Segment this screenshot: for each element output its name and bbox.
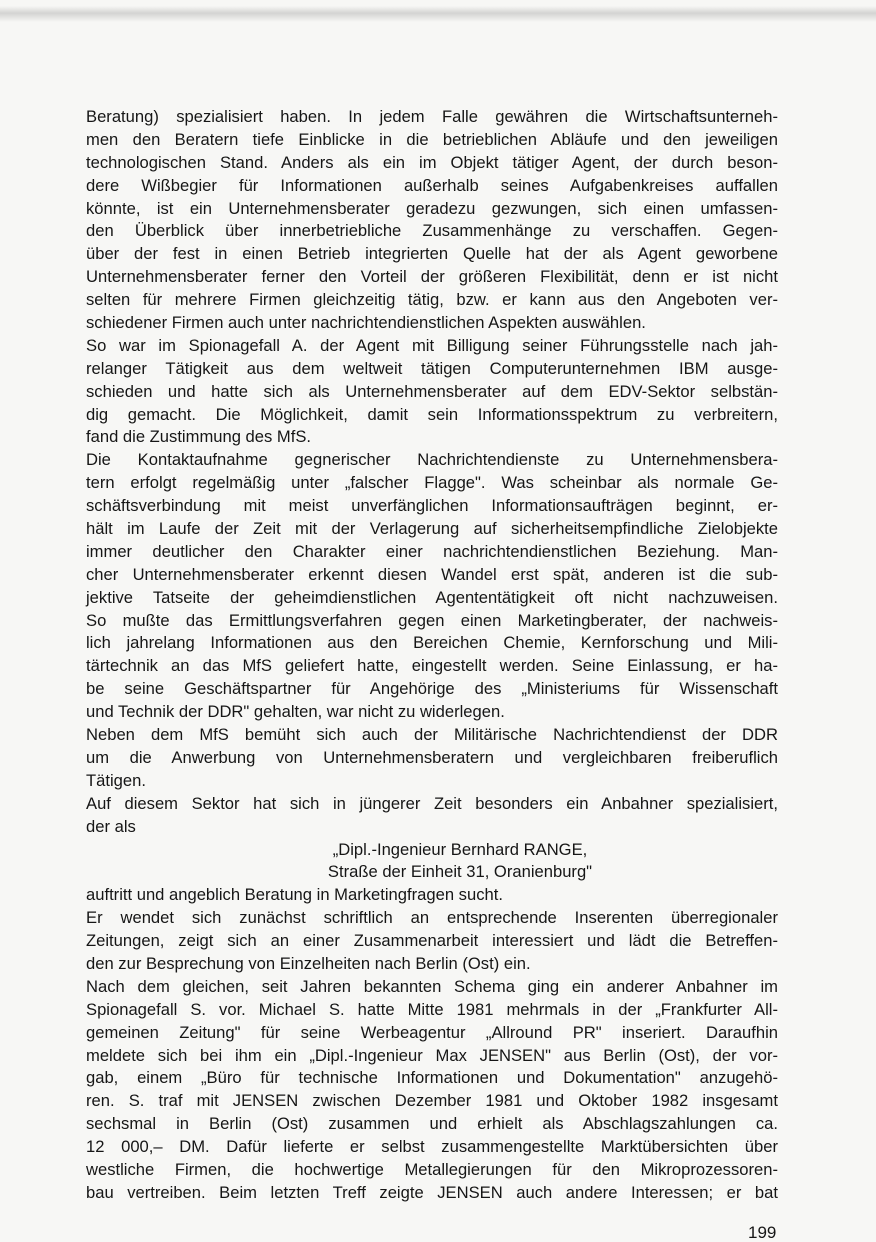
text-line: technologischen Stand. Anders als ein im Objekt tätiger Agent, der durch beson- — [86, 152, 778, 172]
text-line: meldete sich bei ihm ein „Dipl.-Ingenieur Max JENSEN" aus Berlin (Ost), der vor- — [86, 1045, 778, 1065]
text-line: So mußte das Ermittlungsverfahren gegen einen Marketingberater, der nachweis- — [86, 610, 778, 630]
text-line: men den Beratern tiefe Einblicke in die betrieblichen Abläufe und den jeweiligen — [86, 129, 778, 149]
text-line: sechsmal in Berlin (Ost) zusammen und erhielt als Abschlagszahlungen ca. — [86, 1114, 778, 1134]
page-number: 199 — [748, 1223, 777, 1242]
text-line: Tätigen. — [86, 770, 146, 790]
text-line: um die Anwerbung von Unternehmensberatern und vergleichbaren freiberuflich — [86, 747, 778, 767]
text-line: „Dipl.-Ingenieur Bernhard RANGE, — [332, 839, 588, 859]
text-line: fand die Zustimmung des MfS. — [86, 427, 312, 447]
text-line: lich jahrelang Informationen aus den Bereichen Chemie, Kernforschung und Mili- — [86, 633, 778, 653]
text-line: der als — [86, 816, 136, 836]
text-line: Zeitungen, zeigt sich an einer Zusammenarbeit interessiert und lädt die Betreffen- — [86, 931, 778, 951]
text-line: bau vertreiben. Beim letzten Treff zeigte JENSEN auch andere Interessen; er bat — [86, 1182, 778, 1202]
text-line: auftritt und angeblich Beratung in Marketingfragen sucht. — [86, 885, 503, 905]
text-line: über der fest in einen Betrieb integrierten Quelle hat der als Agent geworbene — [86, 244, 778, 264]
text-line: gemeinen Zeitung" für seine Werbeagentur „Allround PR" inseriert. Daraufhin — [86, 1022, 778, 1042]
text-line: Spionagefall S. vor. Michael S. hatte Mitte 1981 mehrmals in der „Frankfurter All- — [86, 999, 778, 1019]
text-line: ren. S. traf mit JENSEN zwischen Dezember 1981 und Oktober 1982 insgesamt — [86, 1091, 778, 1111]
text-line: Die Kontaktaufnahme gegnerischer Nachrichtendienste zu Unternehmensbera- — [86, 450, 778, 470]
text-line: schiedener Firmen auch unter nachrichtendienstlichen Aspekten auswählen. — [86, 313, 646, 333]
text-line: dere Wißbegier für Informationen außerhalb seines Aufgabenkreises auffallen — [86, 175, 778, 195]
text-line: Nach dem gleichen, seit Jahren bekannten Schema ging ein anderer Anbahner im — [86, 976, 778, 996]
text-line: tärtechnik an das MfS geliefert hatte, eingestellt werden. Seine Einlassung, er ha- — [86, 656, 778, 676]
text-line: tern erfolgt regelmäßig unter „falscher Flagge". Was scheinbar als normale Ge- — [86, 473, 778, 493]
text-line: schäftsverbindung mit meist unverfänglichen Informationsaufträgen beginnt, er- — [86, 496, 778, 516]
text-line: gab, einem „Büro für technische Informationen und Dokumentation" anzugehö- — [86, 1068, 778, 1088]
text-line: hält im Laufe der Zeit mit der Verlagerung auf sicherheitsempfindliche Zielobjekte — [86, 519, 778, 539]
text-line: So war im Spionagefall A. der Agent mit Billigung seiner Führungsstelle nach jah- — [86, 335, 778, 355]
text-line: cher Unternehmensberater erkennt diesen Wandel erst spät, anderen ist die sub- — [86, 564, 778, 584]
text-line: den zur Besprechung von Einzelheiten nach Berlin (Ost) ein. — [86, 953, 531, 973]
text-line: dig gemacht. Die Möglichkeit, damit sein Informationsspektrum zu verbreitern, — [86, 404, 778, 424]
text-line: Straße der Einheit 31, Oranienburg" — [327, 862, 593, 882]
body-text — [86, 106, 778, 1205]
text-line: Beratung) spezialisiert haben. In jedem Falle gewähren die Wirtschaftsunterneh- — [86, 107, 778, 126]
text-line: selten für mehrere Firmen gleichzeitig tätig, bzw. er kann aus den Angeboten ver- — [86, 290, 778, 310]
text-line: den Überblick über innerbetriebliche Zusammenhänge zu verschaffen. Gegen- — [86, 221, 778, 241]
text-line: relanger Tätigkeit aus dem weltweit tätigen Computerunternehmen IBM ausge- — [86, 358, 778, 378]
text-line: Neben dem MfS bemüht sich auch der Militärische Nachrichtendienst der DDR — [86, 725, 778, 745]
text-line: könnte, ist ein Unternehmensberater geradezu gezwungen, sich einen umfassen- — [86, 198, 778, 218]
text-line: 12 000,– DM. Dafür lieferte er selbst zusammengestellte Marktübersichten über — [86, 1137, 778, 1157]
text-line: Auf diesem Sektor hat sich in jüngerer Zeit besonders ein Anbahner spezialisiert, — [86, 793, 778, 813]
text-line: westliche Firmen, die hochwertige Metallegierungen für den Mikroprozessoren- — [86, 1159, 778, 1179]
text-line: immer deutlicher den Charakter einer nachrichtendienstlichen Beziehung. Man- — [86, 541, 778, 561]
text-line: jektive Tatseite der geheimdienstlichen Agententätigkeit oft nicht nachzuweisen. — [86, 587, 778, 607]
text-line: Er wendet sich zunächst schriftlich an entsprechende Inserenten überregionaler — [86, 908, 778, 928]
text-line: Unternehmensberater ferner den Vorteil der größeren Flexibilität, denn er ist nicht — [86, 267, 778, 287]
text-line: und Technik der DDR" gehalten, war nicht zu widerlegen. — [86, 702, 505, 722]
text-line: be seine Geschäftspartner für Angehörige des „Ministeriums für Wissenschaft — [86, 679, 778, 699]
text-line: schieden und hatte sich als Unternehmensberater auf dem EDV-Sektor selbstän- — [86, 381, 778, 401]
scan-top-edge-shadow — [0, 6, 876, 22]
